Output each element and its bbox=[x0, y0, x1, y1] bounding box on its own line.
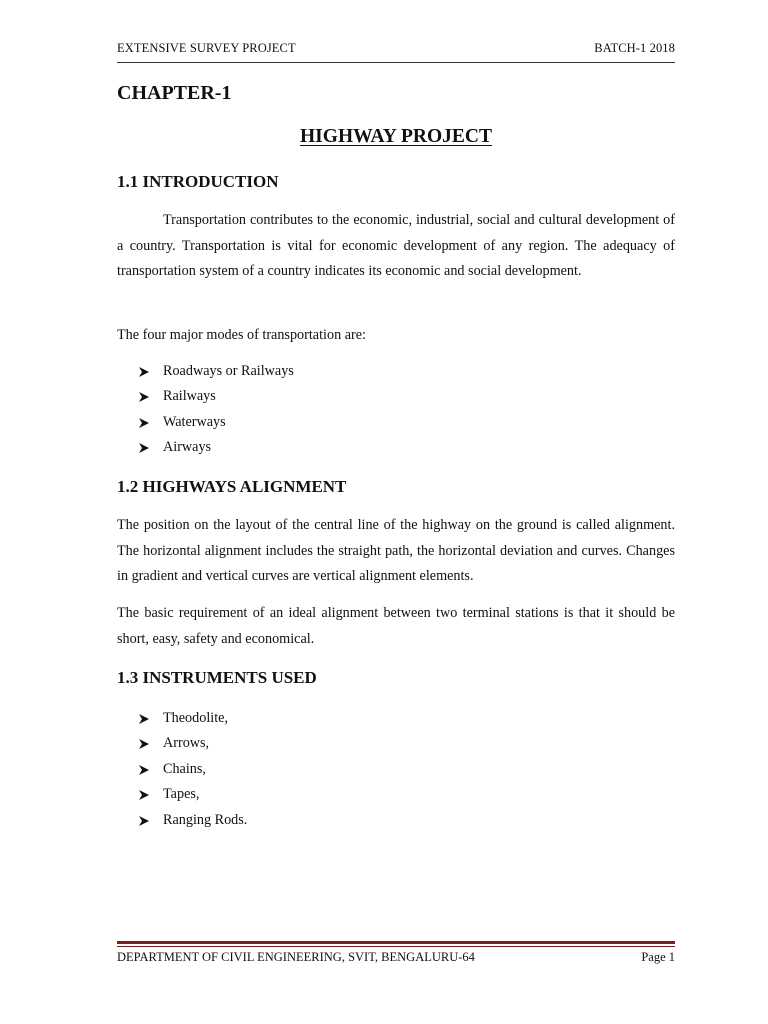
list-item-label: Ranging Rods. bbox=[163, 812, 248, 829]
arrowhead-bullet-icon bbox=[138, 789, 150, 801]
arrowhead-bullet-icon bbox=[138, 713, 150, 725]
footer-divider-thick bbox=[117, 941, 675, 944]
header-batch: BATCH-1 2018 bbox=[594, 41, 675, 55]
page-title bbox=[117, 126, 675, 148]
list-item-label: Chains, bbox=[163, 760, 206, 777]
list-item-label: Railways bbox=[163, 388, 216, 405]
list-item bbox=[117, 435, 294, 460]
arrowhead-bullet-icon bbox=[138, 366, 150, 378]
arrowhead-bullet-icon bbox=[138, 417, 150, 429]
list-item-label: Roadways or Railways bbox=[163, 363, 294, 379]
page-title-text: HIGHWAY PROJECT bbox=[300, 126, 492, 147]
modes-lead-text: The four major modes of transportation are: bbox=[117, 327, 366, 343]
list-item bbox=[117, 706, 247, 731]
section-heading-introduction: 1.1 INTRODUCTION bbox=[117, 172, 279, 191]
alignment-paragraph-2: The basic requirement of an ideal alignment between two terminal stations is that it should be short, easy, safety and economical. bbox=[117, 605, 675, 647]
instruments-list bbox=[117, 706, 247, 833]
list-item-label: Theodolite, bbox=[163, 710, 229, 726]
header-divider bbox=[117, 62, 675, 63]
footer-page-number: Page 1 bbox=[641, 950, 675, 964]
list-item-label: Airways bbox=[163, 438, 212, 455]
list-item-label: Tapes, bbox=[163, 785, 200, 802]
arrowhead-bullet-icon bbox=[138, 442, 150, 454]
footer-divider-thin bbox=[117, 946, 675, 947]
section-heading-instruments: 1.3 INSTRUMENTS USED bbox=[117, 668, 317, 687]
introduction-paragraph: Transportation contributes to the economic, industrial, social and cultural development of a country. Transportation is vital for economic development of any region. The adequacy of transportation system of a country indicates its economic and social development. bbox=[117, 212, 675, 280]
alignment-paragraph-1: The position on the layout of the central line of the highway on the ground is called alignment. The horizontal alignment includes the straight path, the horizontal deviation and curves. Changes in gradient and vertical curves are vertical alignment elements. bbox=[117, 517, 675, 585]
list-item bbox=[117, 808, 247, 833]
list-item bbox=[117, 731, 247, 756]
arrowhead-bullet-icon bbox=[138, 815, 150, 827]
modes-list bbox=[117, 359, 294, 460]
list-item-label: Waterways bbox=[163, 413, 226, 430]
chapter-label: CHAPTER-1 bbox=[117, 82, 232, 104]
arrowhead-bullet-icon bbox=[138, 391, 150, 403]
section-heading-alignment: 1.2 HIGHWAYS ALIGNMENT bbox=[117, 477, 347, 496]
list-item bbox=[117, 359, 294, 384]
arrowhead-bullet-icon bbox=[138, 738, 150, 750]
arrowhead-bullet-icon bbox=[138, 764, 150, 776]
footer-department: DEPARTMENT OF CIVIL ENGINEERING, SVIT, BENGALURU-64 bbox=[117, 950, 475, 964]
list-item bbox=[117, 410, 294, 435]
header-project-title: EXTENSIVE SURVEY PROJECT bbox=[117, 41, 296, 55]
list-item bbox=[117, 782, 247, 807]
list-item bbox=[117, 757, 247, 782]
list-item bbox=[117, 384, 294, 409]
list-item-label: Arrows, bbox=[163, 735, 210, 752]
